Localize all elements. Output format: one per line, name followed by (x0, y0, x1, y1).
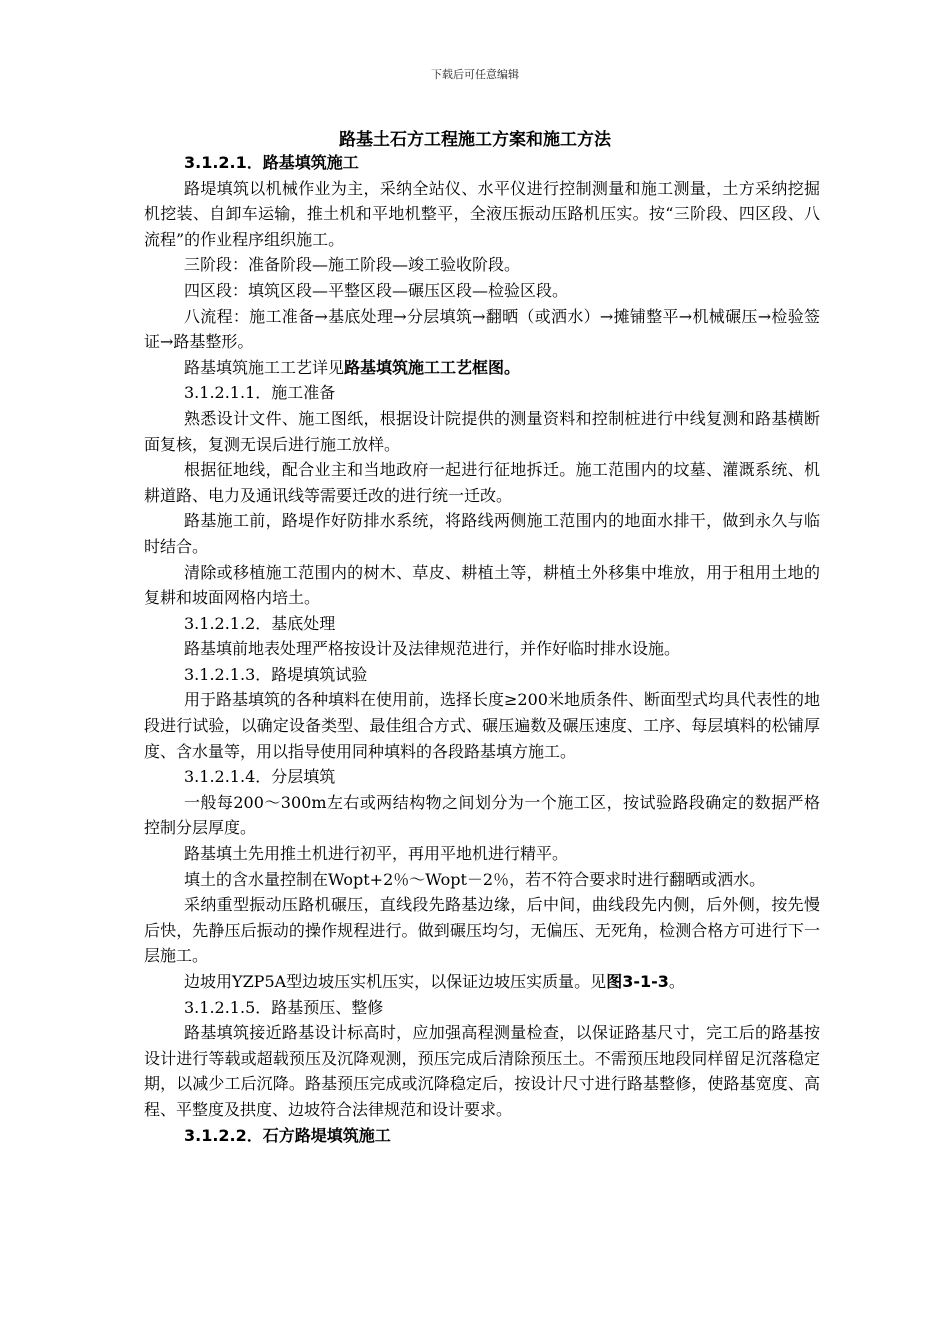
paragraph: 路基填前地表处理严格按设计及法律规范进行，并作好临时排水设施。 (184, 639, 681, 659)
paragraph-text: 路基填筑施工工艺详见 (184, 357, 345, 377)
paragraph: 用于路基填筑的各种填料在使用前，选择长度≥200米地质条件、断面型式均具代表性的地段进行试验，以确定设备类型、最佳组合方式、碾压遍数及碾压速度、工序、每层填料的松铺厚度、含水量等，用以指导使用同种填料的各段路基填方施工。 (144, 690, 820, 761)
paragraph (144, 355, 820, 381)
paragraph: 八流程：施工准备→基底处理→分层填筑→翻晒（或洒水）→摊铺整平→机械碾压→检验签证→路基整形。 (144, 306, 820, 352)
paragraph: 熟悉设计文件、施工图纸，根据设计院提供的测量资料和控制桩进行中线复测和路基横断面复核，复测无误后进行施工放样。 (144, 408, 820, 454)
document-body (144, 150, 820, 1148)
paragraph (144, 969, 820, 995)
page-header-note: 下载后可任意编辑 (431, 68, 519, 81)
paragraph: 三阶段：准备阶段—施工阶段—竣工验收阶段。 (184, 255, 521, 275)
paragraph: 路堤填筑以机械作业为主，采纳全站仪、水平仪进行控制测量和施工测量，土方采纳挖掘机挖装、自卸车运输，推土机和平地机整平，全液压振动压路机压实。按“三阶段、四区段、八流程”的作业程序组织施工。 (144, 178, 820, 249)
figure-reference: 图3-1-3 (606, 972, 669, 991)
paragraph: 填土的含水量控制在Wopt+2％～Wopt－2％，若不符合要求时进行翻晒或洒水。 (184, 869, 766, 889)
paragraph-text: 。 (668, 972, 685, 991)
subsection-heading: 3.1.2.1.4．分层填筑 (184, 767, 336, 787)
subsection-heading: 3.1.2.1.2．基底处理 (184, 613, 336, 633)
paragraph: 四区段：填筑区段—平整区段—碾压区段—检验区段。 (184, 280, 569, 300)
paragraph: 一般每200～300m左右或两结构物之间划分为一个施工区，按试验路段确定的数据严格控制分层厚度。 (144, 792, 820, 838)
figure-reference: 路基填筑施工工艺框图。 (344, 357, 521, 377)
paragraph: 路基填土先用推土机进行初平，再用平地机进行精平。 (184, 844, 569, 864)
subsection-heading: 3.1.2.1.5．路基预压、整修 (184, 997, 384, 1017)
document-title: 路基土石方工程施工方案和施工方法 (339, 130, 611, 150)
subsection-heading: 3.1.2.1.3．路堤填筑试验 (184, 664, 368, 684)
section-heading: 3.1.2.2．石方路堤填筑施工 (184, 1125, 391, 1145)
paragraph: 根据征地线，配合业主和当地政府一起进行征地拆迁。施工范围内的坟墓、灌溉系统、机耕道路、电力及通讯线等需要迁改的进行统一迁改。 (144, 460, 820, 505)
paragraph: 清除或移植施工范围内的树木、草皮、耕植土等，耕植土外移集中堆放，用于租用土地的复耕和坡面网格内培土。 (144, 562, 820, 608)
paragraph: 路基填筑接近路基设计标高时，应加强高程测量检查，以保证路基尺寸，完工后的路基按设计进行等载或超载预压及沉降观测，预压完成后清除预压土。不需预压地段同样留足沉落稳定期，以减少工后沉降。路基预压完成或沉降稳定后，按设计尺寸进行路基整修，使路基宽度、高程、平整度及拱度、边坡符合法律规范和设计要求。 (144, 1023, 820, 1119)
paragraph: 路基施工前，路堤作好防排水系统，将路线两侧施工范围内的地面水排干，做到永久与临时结合。 (144, 511, 820, 556)
paragraph: 采纳重型振动压路机碾压，直线段先路基边缘，后中间，曲线段先内侧，后外侧，按先慢后快，先静压后振动的操作规程进行。做到碾压均匀，无偏压、无死角，检测合格方可进行下一层施工。 (144, 895, 820, 966)
paragraph-text: 边坡用YZP5A型边坡压实机压实，以保证边坡压实质量。见 (184, 972, 607, 991)
section-heading: 3.1.2.1．路基填筑施工 (184, 153, 359, 172)
subsection-heading: 3.1.2.1.1．施工准备 (184, 383, 336, 403)
